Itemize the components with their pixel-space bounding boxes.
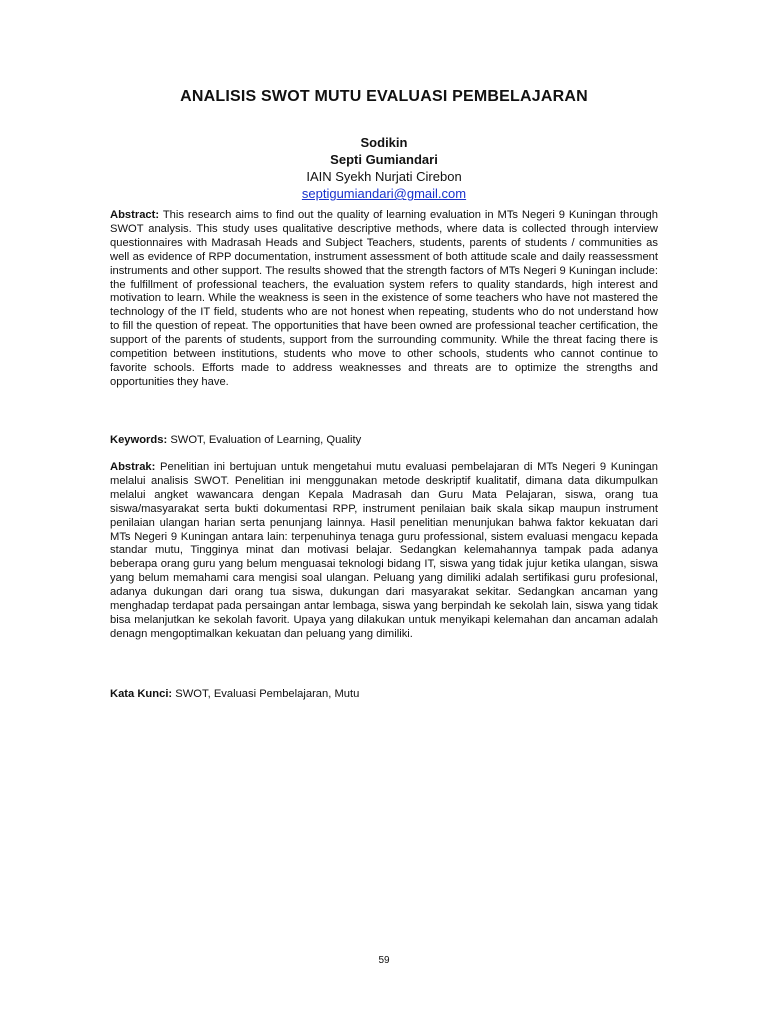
author-affiliation: IAIN Syekh Nurjati Cirebon: [306, 169, 462, 184]
author-email-link[interactable]: septigumiandari@gmail.com: [301, 186, 467, 201]
keywords-english-text: SWOT, Evaluation of Learning, Quality: [170, 434, 362, 446]
keywords-indonesian: [110, 688, 658, 702]
author-name: Septi Gumiandari: [330, 152, 438, 167]
author-block: [0, 134, 768, 202]
paper-title: ANALISIS SWOT MUTU EVALUASI PEMBELAJARAN: [180, 88, 588, 105]
author-name: Sodikin: [360, 135, 408, 150]
abstract-english: [110, 209, 658, 390]
keywords-indonesian-text: SWOT, Evaluasi Pembelajaran, Mutu: [175, 688, 360, 700]
abstract-english-text: This research aims to find out the quality of learning evaluation in MTs Negeri 9 Kuningan through SWOT analysis. This study uses qualitative descriptive methods, where data is collected through interview questionnaires with Madrasah Heads and Subject Teachers, students, parents of students / communities as well as evidence of RPP documentation, instrument assessment of both attitude scale and daily reassessment instruments and other support. The results showed that the strength factors of MTs Negeri 9 Kuningan include: the fulfillment of professional teachers, the evaluation system refers to quality standards, high interest and motivation to learn. While the weakness is seen in the existence of some teachers who have not mastered the technology of the IT field, students who are not honest when repeating, students who do not understand how to fill the question of repeat. The opportunities that have been owned are professional teacher certification, the support of the parents of students, support from the surrounding community. While the threat facing there is competition between institutions, students who move to other schools, students who cannot continue to favorite schools. Efforts made to address weaknesses and threats are to optimize the strengths and opportunities they have.: [110, 209, 658, 388]
keywords-english: [110, 434, 658, 448]
abstract-indonesian: [110, 461, 658, 642]
keywords-english-label: Keywords:: [110, 434, 168, 446]
abstract-english-label: Abstract:: [110, 209, 160, 221]
abstract-indonesian-label: Abstrak:: [110, 461, 156, 473]
page-number: 59: [378, 955, 390, 966]
abstract-indonesian-text: Penelitian ini bertujuan untuk mengetahui mutu evaluasi pembelajaran di MTs Negeri 9 Kuningan melalui analisis SWOT. Penelitian ini menggunakan metode deskriptif kualitatif, dimana data dikumpulkan melalui angket wawancara dengan Kepala Madrasah dan Guru Mata Pelajaran, siswa, orang tua siswa/masyarakat serta bukti dokumentasi RPP, instrument penilaian baik skala sikap maupun instrument penilaian ulangan harian serta penunjang lainnya. Hasil penelitian menunjukan bahwa faktor kekuatan dari MTs Negeri 9 Kuningan antara lain: terpenuhinya tenaga guru professional, sistem evaluasi mengacu kepada standar mutu, Tingginya minat dan motivasi belajar. Sedangkan kelemahannya tampak pada adanya beberapa orang guru yang belum menguasai teknologi bidang IT, siswa yang tidak jujur ketika ulangan, siswa yang belum memahami cara mengisi soal ulangan. Peluang yang dimiliki adalah sertifikasi guru profesional, adanya dukungan dari orang tua siswa, dukungan dari masyarakat sekitar. Sedangkan ancaman yang menghadap terdapat pada persaingan antar lembaga, siswa yang berpindah ke sekolah lain, siswa yang tidak bisa melanjutkan ke sekolah favorit. Upaya yang dilakukan untuk menyikapi kelemahan dan ancaman adalah denagn mengoptimalkan kekuatan dan peluang yang dimiliki.: [110, 461, 659, 640]
keywords-indonesian-label: Kata Kunci:: [110, 688, 173, 700]
